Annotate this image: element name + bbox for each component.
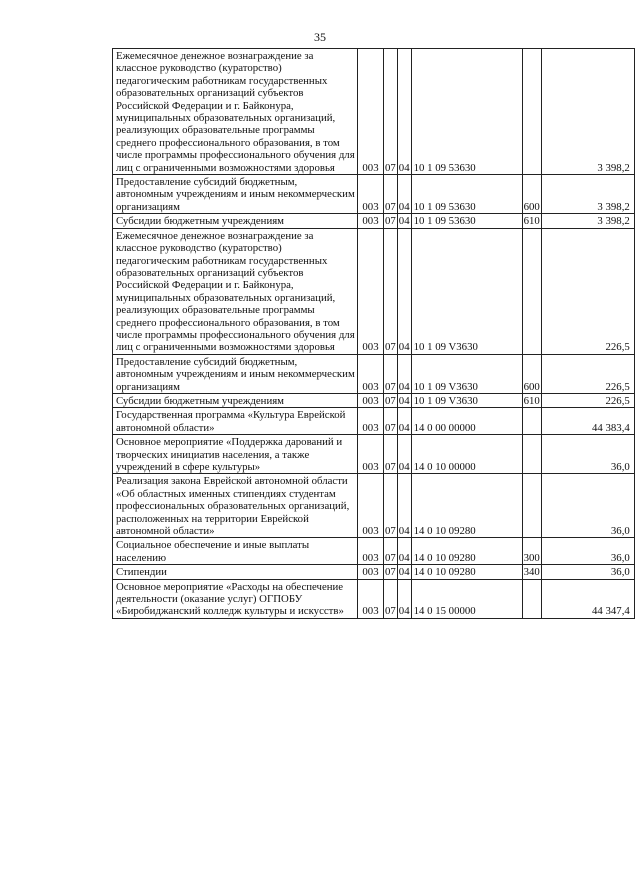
section-code-cell: 07 <box>384 474 398 538</box>
sum-cell: 3 398,2 <box>541 49 634 175</box>
ministry-code-cell: 003 <box>358 565 384 579</box>
sum-cell: 226,5 <box>541 354 634 393</box>
ministry-code-cell: 003 <box>358 228 384 354</box>
target-article-cell: 10 1 09 V3630 <box>411 354 522 393</box>
row-name-cell: Субсидии бюджетным учреждениям <box>113 393 358 407</box>
sum-cell: 36,0 <box>541 538 634 565</box>
ministry-code-cell: 003 <box>358 49 384 175</box>
section-code-cell: 07 <box>384 579 398 618</box>
sum-cell: 36,0 <box>541 565 634 579</box>
target-article-cell: 10 1 09 V3630 <box>411 228 522 354</box>
row-name-cell: Основное мероприятие «Расходы на обеспечение деятельности (оказание услуг) ОГПОБУ «Биробиджанский колледж культуры и искусств» <box>113 579 358 618</box>
sum-cell: 36,0 <box>541 435 634 474</box>
row-name-cell: Предоставление субсидий бюджетным, автономным учреждениям и иным некоммерческим организациям <box>113 175 358 214</box>
table-row <box>113 214 635 228</box>
table-row <box>113 228 635 354</box>
page-number: 35 <box>314 30 326 44</box>
subsection-code-cell: 04 <box>397 538 411 565</box>
table-row <box>113 408 635 435</box>
sum-cell: 44 383,4 <box>541 408 634 435</box>
section-code-cell: 07 <box>385 394 396 407</box>
ministry-code-cell: 003 <box>358 354 384 393</box>
row-name-cell: Ежемесячное денежное вознаграждение за классное руководство (кураторство) педагогическим работникам государственных образовательных организаций субъектов Российской Федерации и г. Байконура, муниципальных образовательных организаций, реализующих образовательные программы среднего профессионального образования, в том числе программы профессионального обучения для лиц с ограниченными возможностями здоровья <box>113 228 358 354</box>
sum-cell: 3 398,2 <box>541 214 634 228</box>
sum-cell: 44 347,4 <box>541 579 634 618</box>
sum-cell: 36,0 <box>541 474 634 538</box>
table-row <box>113 175 635 214</box>
row-name-cell: Ежемесячное денежное вознаграждение за классное руководство (кураторство) педагогическим работникам государственных образовательных организаций субъектов Российской Федерации и г. Байконура, муниципальных образовательных организаций, реализующих образовательные программы среднего профессионального образования, в том числе программы профессионального обучения для лиц с ограниченными возможностями здоровья <box>113 49 358 175</box>
section-code-cell: 07 <box>384 435 398 474</box>
section-code-cell: 07 <box>384 408 398 435</box>
table-row <box>113 435 635 474</box>
ministry-code-cell: 003 <box>358 435 384 474</box>
target-article-cell: 14 0 10 00000 <box>411 435 522 474</box>
table-row <box>113 474 635 538</box>
row-name-cell: Стипендии <box>113 565 358 579</box>
table-row <box>113 354 635 393</box>
budget-table <box>112 48 635 619</box>
target-article-cell: 10 1 09 53630 <box>411 214 522 228</box>
table-body <box>113 49 635 619</box>
ministry-code-cell: 003 <box>358 579 384 618</box>
expense-type-cell <box>522 474 541 538</box>
subsection-code-cell: 04 <box>398 215 410 228</box>
sum-cell: 226,5 <box>541 228 634 354</box>
row-name-cell: Государственная программа «Культура Еврейской автономной области» <box>113 408 358 435</box>
target-article-cell: 10 1 09 53630 <box>411 49 522 175</box>
target-article-cell: 14 0 10 09280 <box>411 538 522 565</box>
section-code-cell: 07 <box>384 175 398 214</box>
subsection-code-cell: 04 <box>397 175 411 214</box>
target-article-cell: 10 1 09 53630 <box>411 175 522 214</box>
subsection-code-cell: 04 <box>397 579 411 618</box>
section-code-cell: 07 <box>384 228 398 354</box>
target-article-cell: 10 1 09 V3630 <box>411 393 522 407</box>
table-row <box>113 393 635 407</box>
expense-type-cell <box>522 435 541 474</box>
row-name-cell: Предоставление субсидий бюджетным, автономным учреждениям и иным некоммерческим организациям <box>113 354 358 393</box>
table-row <box>113 565 635 579</box>
ministry-code-cell: 003 <box>358 175 384 214</box>
ministry-code-cell: 003 <box>358 408 384 435</box>
expense-type-cell <box>522 228 541 354</box>
section-code-cell: 07 <box>385 566 396 579</box>
table-row <box>113 579 635 618</box>
target-article-cell: 14 0 10 09280 <box>411 565 522 579</box>
subsection-code-cell: 04 <box>397 408 411 435</box>
subsection-code-cell: 04 <box>397 228 411 354</box>
row-name-cell: Субсидии бюджетным учреждениям <box>113 214 358 228</box>
sum-cell: 226,5 <box>541 393 634 407</box>
section-code-cell: 07 <box>384 49 398 175</box>
expense-type-cell: 610 <box>523 394 540 407</box>
subsection-code-cell: 04 <box>398 566 410 579</box>
table-row <box>113 49 635 175</box>
subsection-code-cell: 04 <box>397 435 411 474</box>
ministry-code-cell: 003 <box>358 474 384 538</box>
expense-type-cell: 600 <box>522 354 541 393</box>
section-code-cell: 07 <box>384 354 398 393</box>
row-name-cell: Реализация закона Еврейской автономной области «Об областных именных стипендиях студентам профессиональных образовательных организаций, расположенных на территории Еврейской автономной области» <box>113 474 358 538</box>
target-article-cell: 14 0 15 00000 <box>411 579 522 618</box>
subsection-code-cell: 04 <box>397 49 411 175</box>
section-code-cell: 07 <box>384 538 398 565</box>
ministry-code-cell: 003 <box>358 538 384 565</box>
subsection-code-cell: 04 <box>397 354 411 393</box>
expense-type-cell: 340 <box>523 566 540 579</box>
expense-type-cell <box>522 49 541 175</box>
ministry-code-cell: 003 <box>358 214 384 228</box>
section-code-cell: 07 <box>385 215 396 228</box>
expense-type-cell: 300 <box>522 538 541 565</box>
expense-type-cell: 600 <box>522 175 541 214</box>
subsection-code-cell: 04 <box>397 474 411 538</box>
sum-cell: 3 398,2 <box>541 175 634 214</box>
table-row <box>113 538 635 565</box>
target-article-cell: 14 0 00 00000 <box>411 408 522 435</box>
expense-type-cell <box>522 408 541 435</box>
expense-type-cell <box>522 579 541 618</box>
target-article-cell: 14 0 10 09280 <box>411 474 522 538</box>
expense-type-cell: 610 <box>523 215 540 228</box>
row-name-cell: Основное мероприятие «Поддержка дарований и творческих инициатив населения, а также учреждений в сфере культуры» <box>113 435 358 474</box>
row-name-cell: Социальное обеспечение и иные выплаты населению <box>113 538 358 565</box>
subsection-code-cell: 04 <box>398 394 410 407</box>
ministry-code-cell: 003 <box>358 393 384 407</box>
